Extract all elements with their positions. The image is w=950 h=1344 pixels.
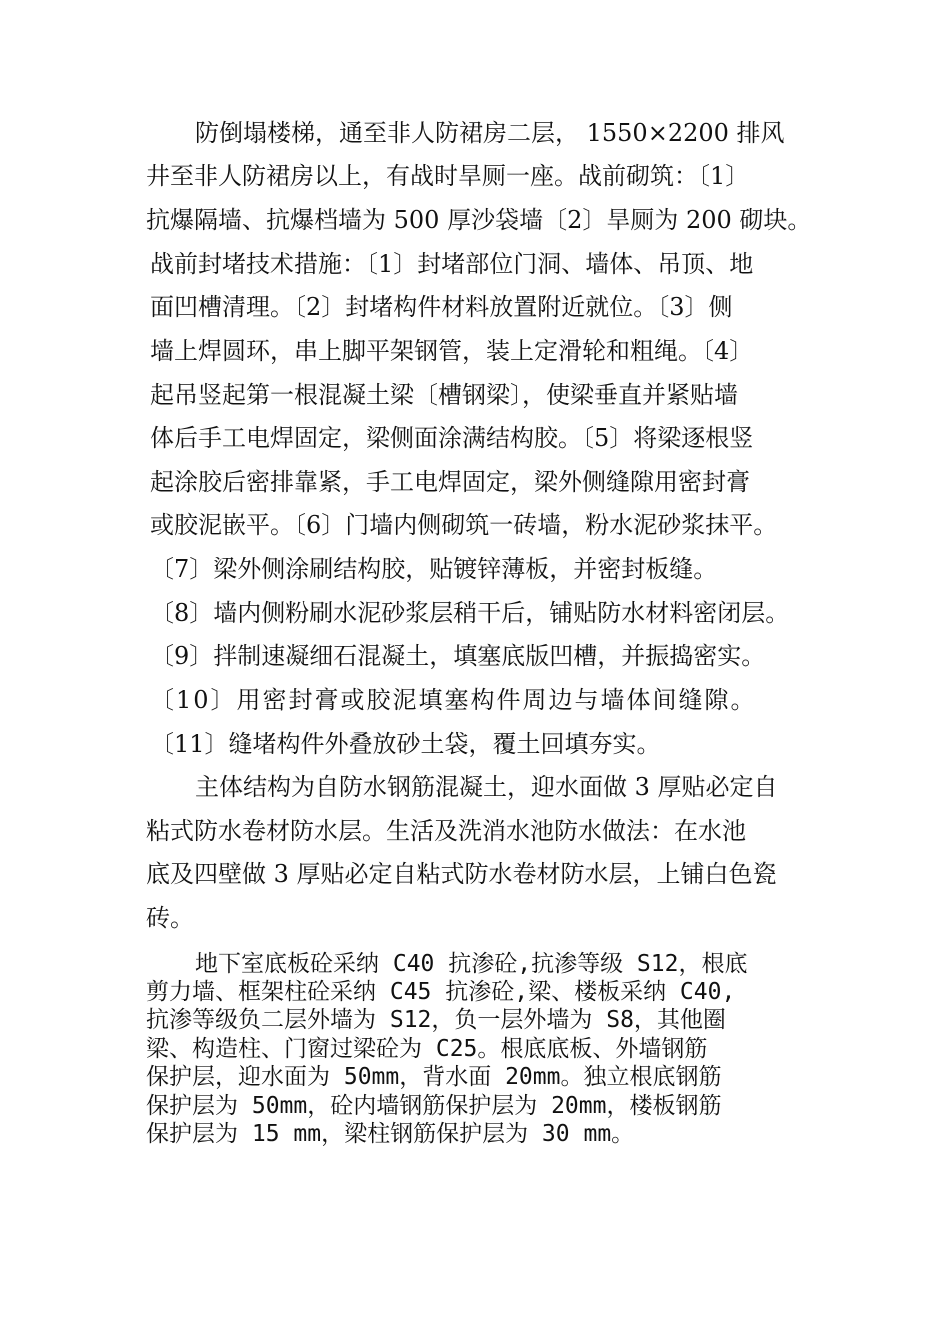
text-line: 井至非人防裙房以上，有战时旱厕一座。战前砌筑：〔1〕 (146, 162, 750, 190)
text-line: 面凹槽清理。〔2〕封堵构件材料放置附近就位。〔3〕侧 (150, 293, 733, 321)
text-line: 起涂胶后密排靠紧，手工电焊固定，梁外侧缝隙用密封膏 (150, 468, 750, 496)
text-line: 或胶泥嵌平。〔6〕门墙内侧砌筑一砖墙，粉水泥砂浆抹平。 (150, 511, 778, 539)
text-line: 〔7〕梁外侧涂刷结构胶，贴镀锌薄板，并密封板缝。 (150, 555, 718, 583)
text-line: 梁、构造柱、门窗过梁砼为 C25。根底底板、外墙钢筋 (146, 1036, 708, 1062)
text-line: 保护层为 50mm，砼内墙钢筋保护层为 20mm，楼板钢筋 (146, 1093, 722, 1119)
text-line: 主体结构为自防水钢筋混凝土，迎水面做 3 厚贴必定自 (195, 773, 778, 801)
text-line: 〔9〕拌制速凝细石混凝土，填塞底版凹槽，并振捣密实。 (150, 642, 766, 670)
text-line: 防倒塌楼梯，通至非人防裙房二层， 1550×2200 排风 (195, 119, 785, 147)
text-line: 战前封堵技术措施：〔1〕封堵部位门洞、墙体、吊顶、地 (150, 250, 754, 278)
text-line: 地下室底板砼采纳 C40 抗渗砼,抗渗等级 S12，根底 (195, 951, 748, 977)
text-line: 砖。 (146, 904, 194, 932)
text-line: 粘式防水卷材防水层。生活及洗消水池防水做法：在水池 (146, 817, 746, 845)
text-line: 保护层为 15 mm，梁柱钢筋保护层为 30 mm。 (146, 1121, 635, 1147)
text-line: 墙上焊圆环，串上脚平架钢管，装上定滑轮和粗绳。〔4〕 (150, 337, 754, 365)
text-line: 保护层，迎水面为 50mm，背水面 20mm。独立根底钢筋 (146, 1064, 722, 1090)
text-line: 底及四壁做 3 厚贴必定自粘式防水卷材防水层，上铺白色瓷 (146, 860, 777, 888)
text-line: 〔11〕缝堵构件外叠放砂土袋，覆土回填夯实。 (150, 730, 661, 758)
text-line: 起吊竖起第一根混凝土梁〔槽钢梁〕，使梁垂直并紧贴墙 (150, 381, 738, 409)
text-line: 体后手工电焊固定，梁侧面涂满结构胶。〔5〕将梁逐根竖 (150, 424, 754, 452)
text-line: 抗爆隔墙、抗爆档墙为 500 厚沙袋墙〔2〕旱厕为 200 砌块。 (146, 206, 812, 234)
text-line: 剪力墙、框架柱砼采纳 C45 抗渗砼,梁、楼板采纳 C40, (146, 979, 736, 1005)
text-line: 〔10〕用密封膏或胶泥填塞构件周边与墙体间缝隙。 (150, 686, 757, 714)
text-line: 抗渗等级负二层外墙为 S12，负一层外墙为 S8，其他圈 (146, 1007, 726, 1033)
text-line: 〔8〕墙内侧粉刷水泥砂浆层稍干后，铺贴防水材料密闭层。 (150, 599, 790, 627)
